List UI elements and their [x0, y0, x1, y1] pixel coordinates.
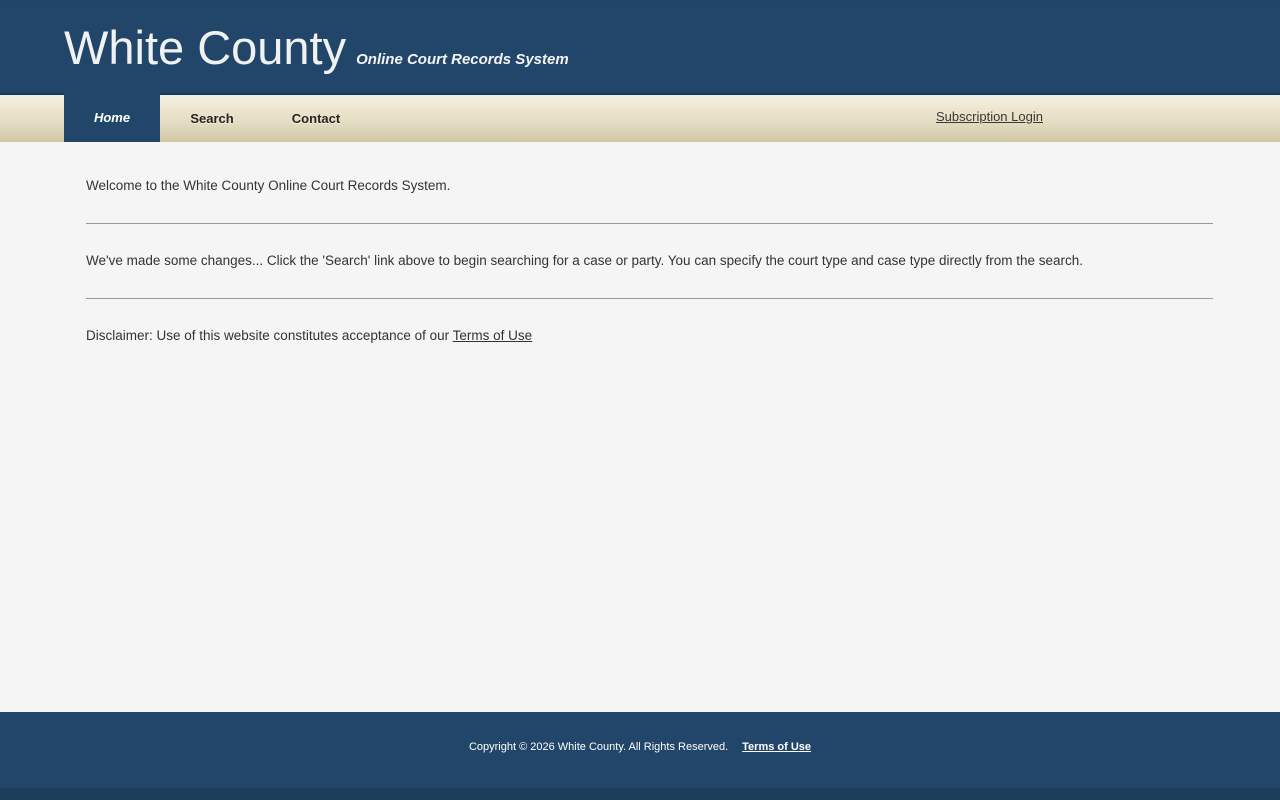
nav-tab-home[interactable]: Home [64, 93, 160, 142]
welcome-text: Welcome to the White County Online Court Records System. [86, 178, 451, 193]
subscription-login-link[interactable]: Subscription Login [936, 109, 1043, 124]
main-navigation [0, 93, 1280, 142]
header-branding [0, 5, 1280, 72]
content-divider [86, 223, 1213, 224]
disclaimer-prefix: Disclaimer: Use of this website constitutes acceptance of our [86, 328, 453, 343]
main-content [0, 142, 1280, 712]
site-title: White County [64, 21, 347, 74]
site-footer [0, 712, 1280, 788]
footer-terms-of-use-link[interactable]: Terms of Use [742, 741, 812, 753]
disclaimer-text [86, 328, 1213, 344]
site-subtitle: Online Court Records System [356, 51, 569, 68]
terms-of-use-link[interactable]: Terms of Use [452, 328, 533, 343]
changes-notice-text: We've made some changes... Click the 'Search' link above to begin searching for a case or party. You can specify the court type and case type directly from the search. [86, 253, 1084, 268]
content-divider [86, 298, 1213, 299]
nav-tabs [64, 95, 1280, 142]
nav-tab-search[interactable]: Search [190, 111, 234, 126]
footer-bottom-strip [0, 788, 1280, 800]
nav-tab-contact[interactable]: Contact [291, 111, 341, 126]
copyright-text: Copyright © 2026 White County. All Rights Reserved. [468, 741, 729, 753]
site-header [0, 0, 1280, 93]
footer-content [0, 712, 1280, 753]
